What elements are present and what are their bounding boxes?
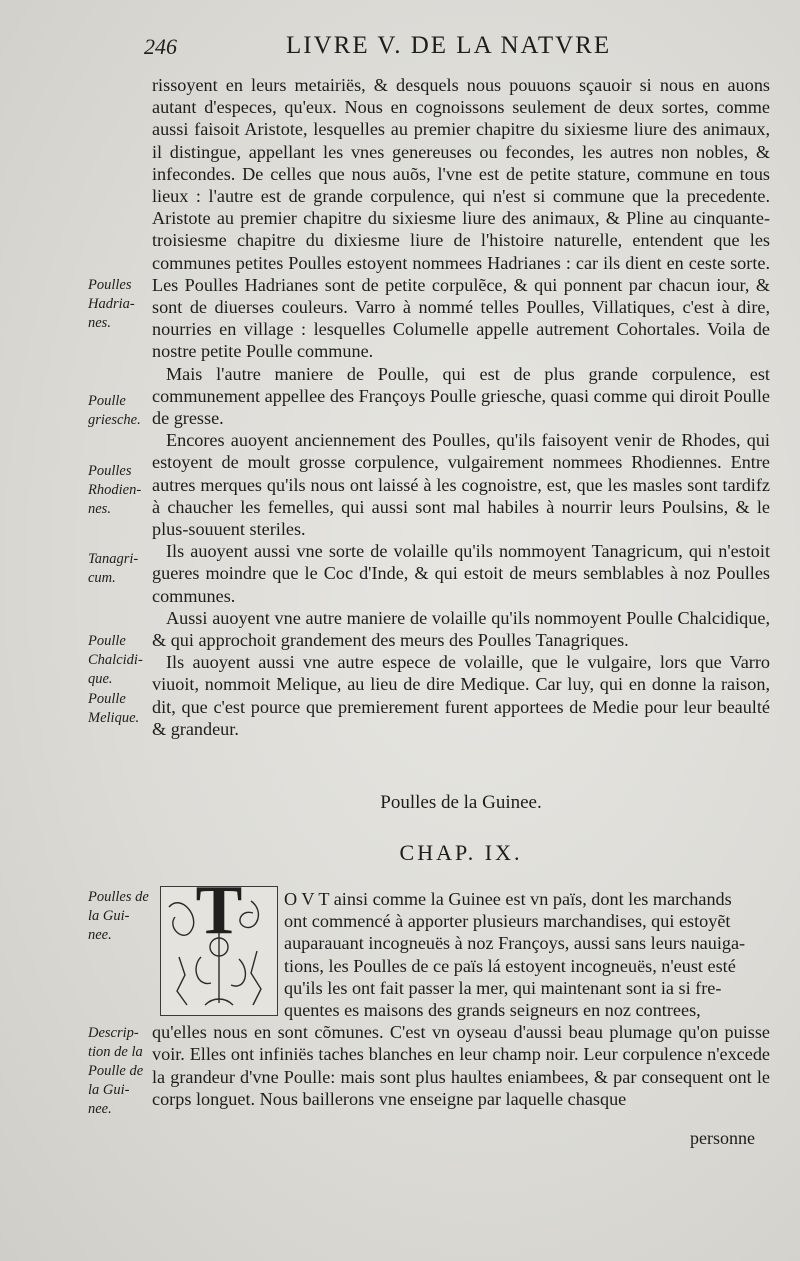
page-header [144, 30, 784, 60]
initial-letter: T [195, 887, 243, 949]
page-number: 246 [144, 34, 177, 59]
paragraph-5: Aussi auoyent vne autre maniere de volaille qu'ils nommoyent Poulle Chalcidique, & qui approchoit grandement des meurs des Poulles Tanagriques. [152, 607, 770, 651]
chapter-line-5: qu'ils les ont fait passer la mer, qui maintenant sont ia si fre- [284, 977, 722, 998]
main-text-block [152, 74, 770, 740]
section-title: Poulles de la Guinee. [380, 792, 542, 813]
paragraph-6: Ils auoyent aussi vne autre espece de volaille, que le vulgaire, lors que Varro viuoit, nommoit Melique, au lieu de dire Medique. Car luy, qui en donne la raison, dit, que c'est pource que premierement furent apportees de Medie pour leur beaulté & grandeur. [152, 652, 770, 739]
chapter-line-1: O V T ainsi comme la Guinee est vn païs, dont les marchands [284, 889, 732, 909]
chapter-line-2: ont commencé à apporter plusieurs marchandises, qui estoyẽt [284, 911, 731, 932]
chapter-line-4: tions, les Poulles de ce païs lá estoyent incogneuës, n'eust esté [284, 955, 736, 976]
chapter-line-6: quentes es maisons des grands seigneurs en noz contrees, [284, 1000, 701, 1021]
running-head: LIVRE V. DE LA NATVRE [286, 32, 612, 59]
paragraph-1: rissoyent en leurs metairiës, & desquels nous pouuons sçauoir si nous en auons autant d'especes, qu'eux. Nous en cognoissons seulement de deux sortes, comme aussi faisoit Aristote, lesquelles au premier chapitre du sixiesme liure des animaux, il distingue, appellant les vnes genereuses ou fecondes, les autres non nobles, & infecondes. De celles que nous auõs, l'vne est de petite stature, commune en tous lieux : l'autre est de grande corpulence, qui n'est si commune que la precedente. Aristote au premier chapitre du sixiesme liure des animaux, & Pline au cinquante-troisiesme chapitre du dixiesme liure de l'histoire naturelle, entendent que les communes petites Poulles estoyent nommees Hadrianes : car ils dient en ceste sorte. Les Poulles Hadrianes sont de petite corpulẽce, & qui ponnent par chacun iour, & sont de diuerses couleurs. Varro à nommé telles Poulles, Villatiques, c'est à dire, nourries en village : lesquelles Columelle appelle autrement Cohortales. Voila de nostre petite Poulle commune. [152, 75, 770, 362]
chapter-title: CHAP. IX. [399, 840, 523, 865]
paragraph-3: Encores auoyent anciennement des Poulles, qu'ils faisoyent venir de Rhodes, qui estoyent de moult grosse corpulence, vulgairement nommees Rhodiennes. Entre autres merques qu'ils nous ont laissé à les cognoistre, est, que les masles sont tardifz à chaucher les femelles, qui aussi sont mal habiles à nourrir leurs Poulsins, & le plus-souuent steriles. [152, 430, 770, 540]
margin-note-description: Descrip-tion de la Poulle de la Gui-nee. [88, 1025, 144, 1117]
paragraph-2: Mais l'autre maniere de Poulle, qui est de plus grande corpulence, est communement appellee des Françoys Poulle griesche, quasi comme qui diroit Poulle de gresse. [152, 363, 770, 429]
margin-note-griesche: Poulle griesche. [88, 393, 141, 428]
margin-note-chalcidique: Poulle Chalcidi-que. [88, 633, 143, 687]
margin-note-rhodiennes: Poulles Rhodien-nes. [88, 463, 142, 517]
catchword: personne [690, 1128, 755, 1148]
margin-note-hadrianes: Poulles Hadria-nes. [88, 277, 135, 331]
paragraph-4: Ils auoyent aussi vne sorte de volaille qu'ils nommoyent Tanagricum, qui n'estoit gueres moindre que le Coc d'Inde, & qui estoit de meurs semblables à noz Poulles communes. [152, 541, 770, 606]
chapter-rest: qu'elles nous en sont cõmunes. C'est vn oyseau d'aussi beau plumage qu'on puisse voir. Elles ont infiniës taches blanches en leur champ noir. Leur corpulence n'excede la grandeur d'vne Poulle: mais sont plus haultes eniambees, & par consequent ont le corps longuet. Nous baillerons vne enseigne par laquelle chasque [152, 1022, 770, 1109]
chapter-text-block [152, 888, 770, 1110]
margin-note-melique: Poulle Melique. [88, 691, 140, 726]
margin-note-tanagricum: Tanagri-cum. [88, 551, 139, 586]
chapter-line-3: auparauant incogneuës à noz Françoys, aussi sans leurs nauiga- [284, 933, 746, 954]
margin-note-guinee: Poulles de la Gui-nee. [88, 889, 149, 943]
